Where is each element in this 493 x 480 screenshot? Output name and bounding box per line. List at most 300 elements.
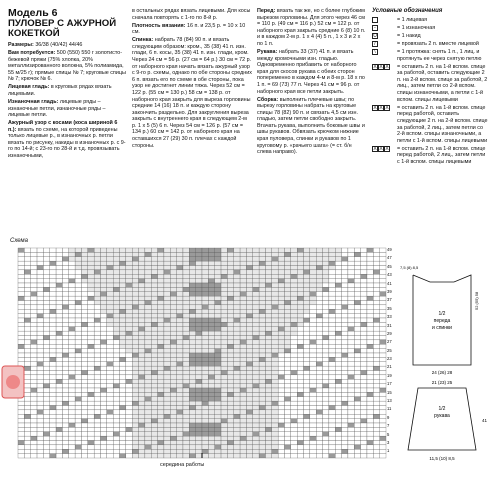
chart-cell [202,336,208,340]
chart-cell [354,432,360,436]
chart-cell [253,423,259,427]
chart-cell [170,257,176,261]
chart-cell [43,257,49,261]
chart-cell [272,427,278,431]
chart-cell [246,397,252,401]
chart-cell [335,287,341,291]
chart-cell [316,252,322,256]
chart-cell [177,327,183,331]
chart-cell [183,318,189,322]
chart-cell [380,362,386,366]
chart-cell [183,419,189,423]
chart-cell [50,283,56,287]
chart-cell [120,384,126,388]
chart-cell [126,344,132,348]
chart-cell [253,292,259,296]
chart-cell [189,406,195,410]
chart-cell [88,266,94,270]
chart-cell [202,349,208,353]
chart-cell [158,362,164,366]
row-number: 43 [387,272,392,278]
chart-cell [113,432,119,436]
chart-cell [278,379,284,383]
chart-cell [75,419,81,423]
chart-cell [227,362,233,366]
chart-cell [367,331,373,335]
chart-cell [37,349,43,353]
chart-cell [234,301,240,305]
chart-cell [367,287,373,291]
chart-cell [304,314,310,318]
chart-cell [139,283,145,287]
chart-cell [259,296,265,300]
chart-cell [278,392,284,396]
chart-cell [291,318,297,322]
chart-cell [265,344,271,348]
chart-cell [50,296,56,300]
chart-cell [221,353,227,357]
chart-cell [18,353,24,357]
chart-cell [196,287,202,291]
chart-cell [304,261,310,265]
chart-cell [310,257,316,261]
chart-cell [24,436,30,440]
chart-cell [310,432,316,436]
chart-cell [240,362,246,366]
chart-cell [361,318,367,322]
chart-cell [354,353,360,357]
chart-cell [342,301,348,305]
chart-cell [215,397,221,401]
chart-cell [18,257,24,261]
chart-cell [354,270,360,274]
chart-cell [183,279,189,283]
chart-cell [304,283,310,287]
chart-cell [246,392,252,396]
chart-cell [88,366,94,370]
chart-cell [348,454,354,458]
chart-cell [183,322,189,326]
chart-cell [373,344,379,348]
chart-cell [189,331,195,335]
chart-cell [100,248,106,252]
chart-cell [183,392,189,396]
chart-cell [208,419,214,423]
chart-cell [37,410,43,414]
chart-cell [329,248,335,252]
chart-cell [94,261,100,265]
chart-cell [272,296,278,300]
chart-cell [126,279,132,283]
chart-cell [291,406,297,410]
chart-cell [342,379,348,383]
chart-cell [126,449,132,453]
chart-cell [164,261,170,265]
chart-cell [126,314,132,318]
chart-cell [189,388,195,392]
chart-cell [316,248,322,252]
chart-cell [208,388,214,392]
chart-cell [164,336,170,340]
chart-cell [202,283,208,287]
chart-cell [132,366,138,370]
chart-cell [323,292,329,296]
chart-cell [120,410,126,414]
chart-cell [272,449,278,453]
chart-cell [234,257,240,261]
chart-cell [196,392,202,396]
chart-cell [107,445,113,449]
chart-cell [310,252,316,256]
chart-cell [234,423,240,427]
chart-cell [120,357,126,361]
chart-cell [373,270,379,274]
chart-cell [227,384,233,388]
chart-cell [215,432,221,436]
chart-cell [253,252,259,256]
chart-cell [196,384,202,388]
chart-cell [278,283,284,287]
chart-cell [221,283,227,287]
chart-cell [208,266,214,270]
chart-cell [202,322,208,326]
chart-cell [81,283,87,287]
chart-cell [380,375,386,379]
chart-cell [158,292,164,296]
chart-cell [196,362,202,366]
chart-cell [18,318,24,322]
chart-cell [234,353,240,357]
chart-cell [100,252,106,256]
chart-cell [278,305,284,309]
chart-cell [170,261,176,265]
chart-cell [88,248,94,252]
chart-cell [69,392,75,396]
chart-cell [31,261,37,265]
chart-cell [113,449,119,453]
chart-cell [329,331,335,335]
chart-cell [234,279,240,283]
chart-cell [342,340,348,344]
chart-cell [145,401,151,405]
chart-cell [361,454,367,458]
chart-cell [291,445,297,449]
chart-cell [316,357,322,361]
chart-cell [208,318,214,322]
chart-cell [75,349,81,353]
chart-cell [151,410,157,414]
chart-cell [310,336,316,340]
chart-cell [323,305,329,309]
chart-cell [272,340,278,344]
chart-cell [151,270,157,274]
chart-cell [227,379,233,383]
chart-cell [367,445,373,449]
chart-cell [265,274,271,278]
chart-cell [329,375,335,379]
row-number: 47 [387,255,392,261]
body-height: 52 (55) 58 [474,291,479,310]
chart-cell [139,423,145,427]
chart-cell [373,427,379,431]
chart-cell [170,454,176,458]
chart-cell [151,454,157,458]
chart-cell [170,327,176,331]
chart-cell [75,357,81,361]
chart-cell [202,375,208,379]
chart-cell [43,344,49,348]
chart-cell [139,410,145,414]
chart-cell [81,292,87,296]
chart-cell [81,274,87,278]
chart-cell [316,379,322,383]
chart-cell [18,266,24,270]
chart-cell [265,419,271,423]
chart-cell [62,305,68,309]
chart-cell [265,257,271,261]
chart-cell [234,371,240,375]
chart-cell [100,296,106,300]
chart-cell [107,266,113,270]
chart-cell [126,371,132,375]
chart-cell [100,292,106,296]
chart-cell [342,449,348,453]
chart-cell [37,252,43,256]
chart-cell [62,349,68,353]
chart-cell [227,344,233,348]
chart-cell [227,419,233,423]
chart-cell [265,349,271,353]
chart-cell [139,436,145,440]
chart-cell [316,274,322,278]
chart-cell [323,266,329,270]
chart-cell [265,327,271,331]
chart-cell [240,366,246,370]
chart-cell [69,296,75,300]
chart-cell [183,252,189,256]
chart-cell [107,388,113,392]
chart-cell [310,423,316,427]
chart-cell [120,266,126,270]
chart-cell [50,384,56,388]
chart-cell [342,296,348,300]
chart-cell [265,423,271,427]
chart-cell [18,449,24,453]
chart-cell [24,274,30,278]
chart-cell [221,327,227,331]
chart-cell [139,353,145,357]
chart-cell [100,366,106,370]
row-number: 15 [387,389,392,395]
chart-cell [94,384,100,388]
chart-cell [380,279,386,283]
chart-cell [329,379,335,383]
chart-cell [215,336,221,340]
chart-cell [24,336,30,340]
chart-cell [88,270,94,274]
chart-cell [310,401,316,405]
chart-cell [297,388,303,392]
chart-cell [196,327,202,331]
chart-cell [56,270,62,274]
chart-cell [272,379,278,383]
chart-cell [62,445,68,449]
chart-cell [253,349,259,353]
chart-cell [132,279,138,283]
chart-cell [278,287,284,291]
chart-cell [348,384,354,388]
chart-cell [145,406,151,410]
chart-cell [113,318,119,322]
chart-cell [348,371,354,375]
chart-cell [31,274,37,278]
chart-cell [113,349,119,353]
chart-cell [100,287,106,291]
chart-cell [227,287,233,291]
chart-cell [189,392,195,396]
chart-cell [361,301,367,305]
chart-cell [151,248,157,252]
chart-cell [310,410,316,414]
chart-cell [361,331,367,335]
chart-cell [62,270,68,274]
chart-cell [221,336,227,340]
chart-cell [100,266,106,270]
chart-cell [69,322,75,326]
chart-cell [304,445,310,449]
chart-cell [69,427,75,431]
chart-cell [81,266,87,270]
chart-cell [43,261,49,265]
chart-cell [50,406,56,410]
chart-cell [189,414,195,418]
chart-cell [342,445,348,449]
chart-cell [132,270,138,274]
chart-cell [37,309,43,313]
chart-cell [37,414,43,418]
chart-cell [208,270,214,274]
chart-cell [94,414,100,418]
chart-cell [177,353,183,357]
chart-cell [189,252,195,256]
chart-cell [202,362,208,366]
chart-cell [310,357,316,361]
chart-cell [69,252,75,256]
model-title: Модель 6 [8,7,58,19]
chart-cell [361,379,367,383]
materials-paragraph [8,50,126,83]
chart-cell [316,340,322,344]
chart-cell [278,371,284,375]
assembly-label: Сборка: [257,96,279,103]
chart-cell [177,257,183,261]
chart-cell [120,257,126,261]
chart-cell [81,270,87,274]
chart-cell [265,436,271,440]
chart-cell [56,252,62,256]
chart-cell [62,331,68,335]
chart-cell [259,336,265,340]
chart-cell [183,406,189,410]
chart-cell [158,357,164,361]
chart-cell [323,362,329,366]
chart-cell [164,322,170,326]
chart-cell [31,318,37,322]
chart-cell [37,344,43,348]
chart-cell [132,414,138,418]
chart-cell [62,301,68,305]
chart-cell [107,248,113,252]
chart-cell [120,314,126,318]
chart-cell [246,353,252,357]
chart-cell [139,331,145,335]
chart-cell [234,287,240,291]
chart-cell [297,397,303,401]
chart-cell [253,336,259,340]
chart-cell [329,279,335,283]
chart-cell [202,445,208,449]
chart-cell [94,371,100,375]
chart-cell [43,366,49,370]
chart-cell [126,261,132,265]
chart-cell [202,248,208,252]
chart-cell [246,318,252,322]
chart-cell [246,432,252,436]
chart-cell [253,397,259,401]
chart-cell [62,406,68,410]
chart-cell [329,397,335,401]
chart-cell [158,261,164,265]
chart-cell [100,441,106,445]
chart-cell [151,427,157,431]
chart-cell [170,362,176,366]
chart-cell [253,340,259,344]
chart-cell [342,362,348,366]
chart-cell [221,410,227,414]
chart-cell [272,261,278,265]
chart-cell [215,292,221,296]
chart-cell [50,274,56,278]
chart-cell [81,252,87,256]
chart-cell [170,266,176,270]
chart-cell [164,454,170,458]
chart-cell [227,309,233,313]
chart-cell [24,314,30,318]
chart-cell [361,357,367,361]
chart-cell [81,353,87,357]
chart-cell [37,379,43,383]
chart-cell [329,301,335,305]
chart-cell [367,419,373,423]
chart-cell [94,270,100,274]
chart-cell [259,379,265,383]
chart-cell [354,261,360,265]
chart-cell [100,384,106,388]
chart-cell [380,301,386,305]
chart-cell [335,449,341,453]
chart-cell [202,414,208,418]
chart-cell [215,266,221,270]
chart-cell [361,388,367,392]
chart-cell [139,322,145,326]
chart-cell [304,292,310,296]
chart-cell [177,248,183,252]
chart-cell [246,349,252,353]
chart-cell [126,296,132,300]
chart-cell [126,331,132,335]
chart-cell [240,349,246,353]
chart-cell [373,322,379,326]
